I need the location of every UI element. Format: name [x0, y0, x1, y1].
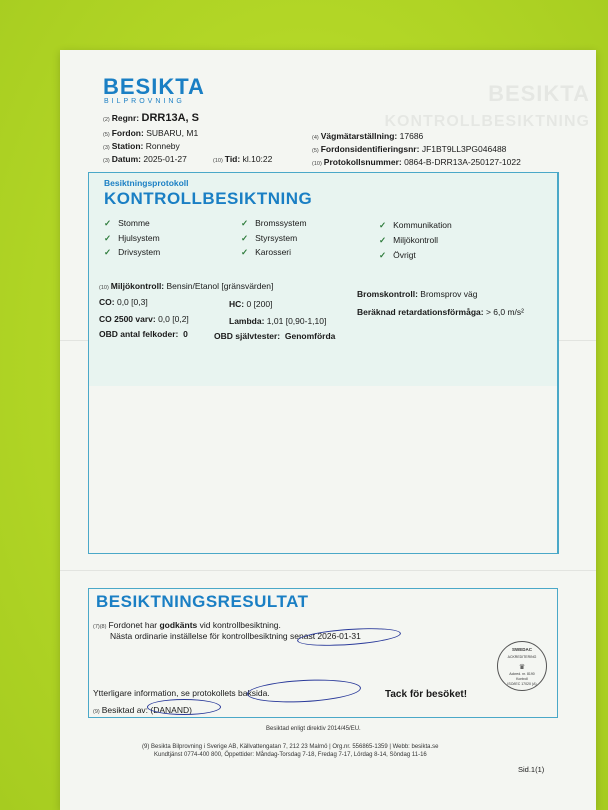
check-label: Styrsystem [255, 233, 298, 243]
check-label: Drivsystem [118, 247, 161, 257]
datum-label: Datum: [111, 154, 142, 164]
fordonsid-row [312, 143, 506, 157]
field-number: (7)(8) [93, 624, 107, 630]
retardation-label: Beräknad retardationsförmåga: [357, 307, 484, 317]
vagmatare-row [312, 130, 423, 144]
check-item [104, 246, 160, 258]
co-row [99, 296, 148, 308]
station-row [103, 140, 180, 154]
check-label: Kommunikation [393, 220, 452, 230]
protocol-title: KONTROLLBESIKTNING [104, 189, 313, 208]
field-number: (10) [213, 158, 223, 164]
more-info: Ytterligare information, se protokollets baksida. [93, 688, 270, 698]
checkmark-icon: ✓ [379, 250, 387, 260]
field-number: (5) [312, 148, 319, 154]
field-number: (3) [103, 158, 110, 164]
field-number: (10) [312, 161, 322, 167]
obd-sjalvtester-label: OBD självtester: [214, 331, 281, 341]
logo-subtitle: BILPROVNING [104, 98, 185, 105]
stamp-line: Kontroll [516, 677, 528, 681]
regnr-value: DRR13A, S [141, 112, 199, 124]
check-label: Stomme [118, 218, 150, 228]
checkmark-icon: ✓ [379, 235, 387, 245]
inspector-line [93, 704, 192, 718]
thanks-text: Tack för besöket! [385, 689, 468, 700]
regnr-label: Regnr: [111, 113, 140, 123]
check-item [104, 217, 150, 229]
vagmatare-label: Vägmätarställning: [320, 131, 398, 141]
retardation-row [357, 306, 524, 318]
check-label: Hjulsystem [118, 233, 160, 243]
station-label: Station: [111, 141, 144, 151]
fordon-row [103, 127, 198, 141]
fordon-value: SUBARU, M1 [146, 128, 199, 138]
three-crowns-icon: ♛ [518, 664, 526, 671]
check-item [241, 246, 291, 258]
fordonsid-label: Fordonsidentifieringsnr: [320, 144, 420, 154]
tid-value: kl.10:22 [242, 154, 273, 164]
check-label: Miljökontroll [393, 235, 438, 245]
show-through-text [384, 80, 590, 136]
checkmark-icon: ✓ [379, 220, 387, 230]
page-number: Sid.1(1) [518, 765, 545, 774]
checkmark-icon: ✓ [241, 247, 249, 257]
field-number: (2) [103, 117, 110, 123]
co2500-label: CO 2500 varv: [99, 314, 156, 324]
inspection-document [60, 50, 596, 810]
check-item [104, 232, 160, 244]
check-label: Bromssystem [255, 218, 307, 228]
protocol-section [88, 172, 559, 554]
broms-row [357, 288, 477, 300]
fordonsid-value: JF1BT9LL3PG046488 [421, 144, 507, 154]
field-number: (4) [312, 135, 319, 141]
next-inspection: Nästa ordinarie inställelse för kontrollbesiktning senast 2026-01-31 [110, 631, 361, 641]
checkmark-icon: ✓ [241, 233, 249, 243]
opening-hours: Kundtjänst 0774-400 800, Öppettider: Måndag-Torsdag 7-18, Fredag 7-17, Lördag 8-14, Söndag 11-16 [154, 752, 427, 758]
tid-label: Tid: [224, 154, 241, 164]
swedac-stamp [497, 641, 547, 691]
miljo-value: Bensin/Etanol [gränsvärden] [166, 281, 274, 291]
broms-value: Bromsprov väg [420, 289, 478, 299]
obd-sjalvtester-value: Genomförda [284, 331, 336, 341]
field-number: (10) [99, 285, 109, 291]
tid-row [213, 153, 272, 167]
field-number: (3) [103, 145, 110, 151]
miljo-label: Miljökontroll: [110, 281, 165, 291]
field-number: (9) [93, 709, 100, 715]
co-label: CO: [99, 297, 115, 307]
result-title: BESIKTNINGSRESULTAT [96, 592, 309, 611]
obd-felkoder-label: OBD antal felkoder: [99, 329, 179, 339]
vagmatare-value: 17686 [399, 131, 424, 141]
regnr-row [103, 112, 199, 126]
fordon-label: Fordon: [111, 128, 144, 138]
datum-row [103, 153, 187, 167]
check-item [379, 234, 438, 246]
miljo-row [99, 280, 273, 294]
besikta-logo [103, 76, 205, 105]
company-info: (9) Besikta Bilprovning i Sverige AB, Källvattengatan 7, 212 23 Malmö | Org.nr. 556865-1359 | Webb: besikta.se [142, 744, 439, 750]
co2500-row [99, 313, 189, 325]
check-label: Karosseri [255, 247, 292, 257]
ghost-line: BESIKTA [488, 81, 590, 106]
inspector-value: Besiktad av: (DANAND) [101, 705, 192, 715]
checkmark-icon: ✓ [241, 218, 249, 228]
check-label: Övrigt [393, 250, 416, 260]
approval-post: vid kontrollbesiktning. [197, 620, 281, 630]
co-value: 0,0 [0,3] [116, 297, 148, 307]
lambda-row [229, 315, 326, 327]
directive-note: Besiktad enligt direktiv 2014/45/EU. [266, 726, 361, 732]
checkmark-icon: ✓ [104, 247, 112, 257]
approval-pre: Fordonet har [108, 620, 160, 630]
station-value: Ronneby [145, 141, 180, 151]
check-item [241, 217, 307, 229]
hc-row [229, 298, 272, 310]
stamp-ring-text: ACKREDITERING [507, 655, 537, 659]
protocol-label: Besiktningsprotokoll [104, 178, 189, 188]
stamp-line: Ackred. nr. 8190 [509, 672, 535, 676]
hc-value: 0 [200] [246, 299, 273, 309]
check-item [379, 249, 416, 261]
obd-felkoder-row [99, 328, 188, 340]
retardation-value: > 6,0 m/s² [485, 307, 524, 317]
lambda-value: 1,01 [0,90-1,10] [266, 316, 327, 326]
check-item [241, 232, 297, 244]
broms-label: Bromskontroll: [357, 289, 418, 299]
approval-status: godkänts [159, 620, 198, 630]
hc-label: HC: [229, 299, 245, 309]
obd-sjalvtester-row [214, 330, 335, 342]
field-number: (5) [103, 132, 110, 138]
obd-felkoder-value: 0 [183, 329, 188, 339]
stamp-top-text: SWEDAC [512, 647, 532, 652]
logo-wordmark: BESIKTA [103, 74, 205, 99]
check-item [379, 219, 452, 231]
protokoll-row [312, 156, 521, 170]
checkmark-icon: ✓ [104, 218, 112, 228]
ghost-line: KONTROLLBESIKTNING [384, 113, 590, 130]
checkmark-icon: ✓ [104, 233, 112, 243]
paper-fold [60, 570, 596, 571]
protokoll-label: Protokollsnummer: [323, 157, 402, 167]
datum-value: 2025-01-27 [143, 154, 187, 164]
stamp-line: ISO/IEC 17020 (A) [507, 682, 537, 686]
lambda-label: Lambda: [229, 316, 265, 326]
result-section [88, 588, 558, 718]
protokoll-value: 0864-B-DRR13A-250127-1022 [404, 157, 521, 167]
co2500-value: 0,0 [0,2] [158, 314, 189, 324]
